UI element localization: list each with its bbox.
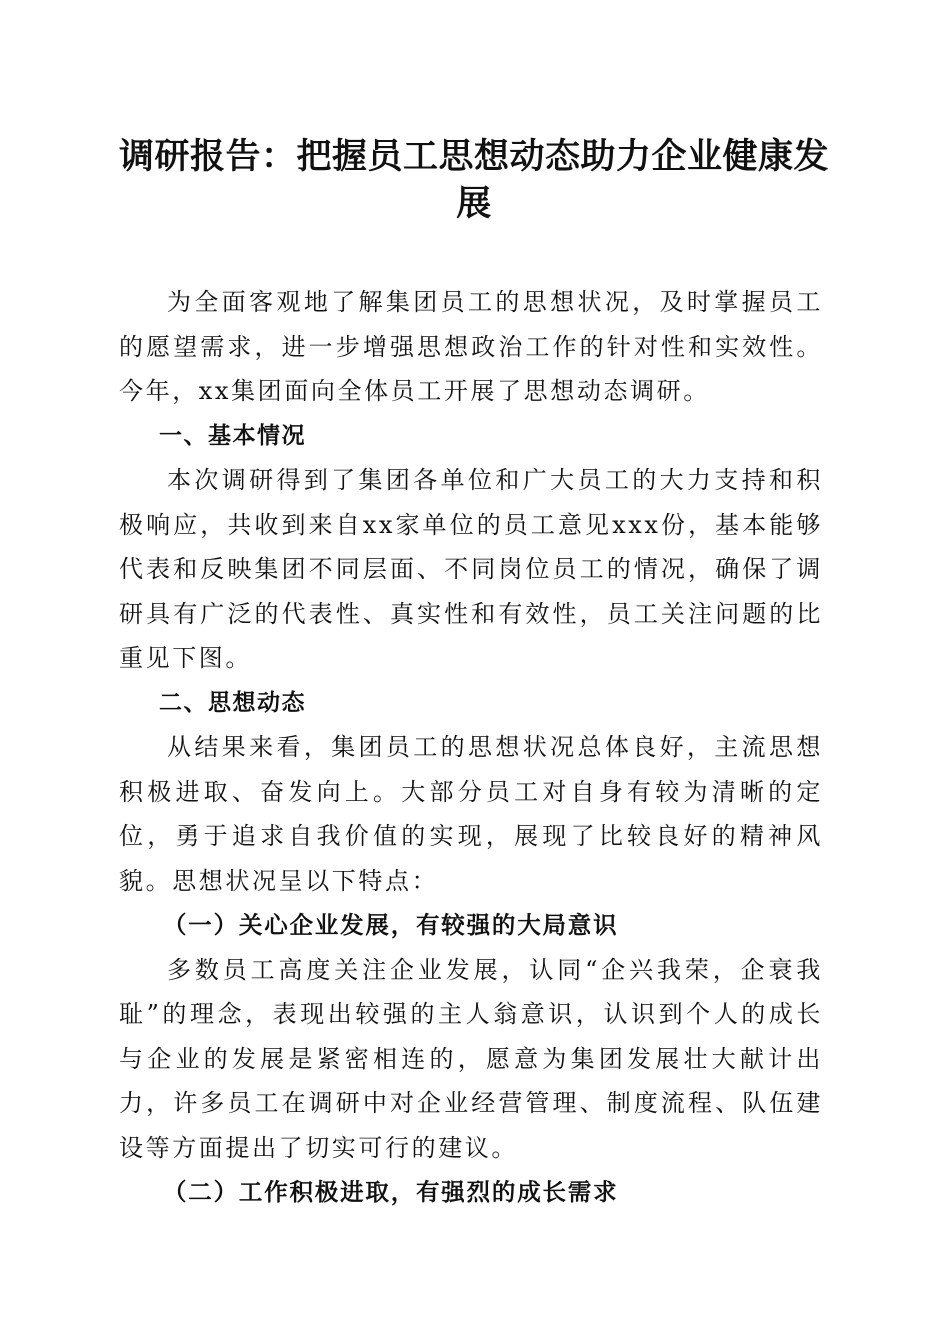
intro-paragraph: 为全面客观地了解集团员工的思想状况，及时掌握员工的愿望需求，进一步增强思想政治工作的针对性和实效性。今年，xx集团面向全体员工开展了思想动态调研。 [119,288,823,405]
section-heading-ideological-trends: 二、思想动态 [159,689,306,716]
page-title: 调研报告：把握员工思想动态助力企业健康发展 [118,137,829,224]
subsection-heading-growth-needs: （二）工作积极进取，有强烈的成长需求 [163,1178,619,1206]
document-body [119,280,823,1215]
basic-situation-paragraph: 本次调研得到了集团各单位和广大员工的大力支持和积极响应，共收到来自xx家单位的员工意见xxx份，基本能够代表和反映集团不同层面、不同岗位员工的情况，确保了调研具有广泛的代表性、真实性和有效性，员工关注问题的比重见下图。 [119,466,823,672]
section-heading-basic-situation: 一、基本情况 [159,422,306,449]
subsection-heading-enterprise-development: （一）关心企业发展，有较强的大局意识 [163,911,619,939]
ideological-trends-paragraph: 从结果来看，集团员工的思想状况总体良好，主流思想积极进取、奋发向上。大部分员工对自身有较为清晰的定位，勇于追求自我价值的实现，展现了比较良好的精神风貌。思想状况呈以下特点： [119,733,823,895]
enterprise-development-paragraph: 多数员工高度关注企业发展，认同“企兴我荣，企衰我耻”的理念，表现出较强的主人翁意识，认识到个人的成长与企业的发展是紧密相连的，愿意为集团发展壮大献计出力，许多员工在调研中对企业经营管理、制度流程、队伍建设等方面提出了切实可行的建议。 [119,955,823,1162]
